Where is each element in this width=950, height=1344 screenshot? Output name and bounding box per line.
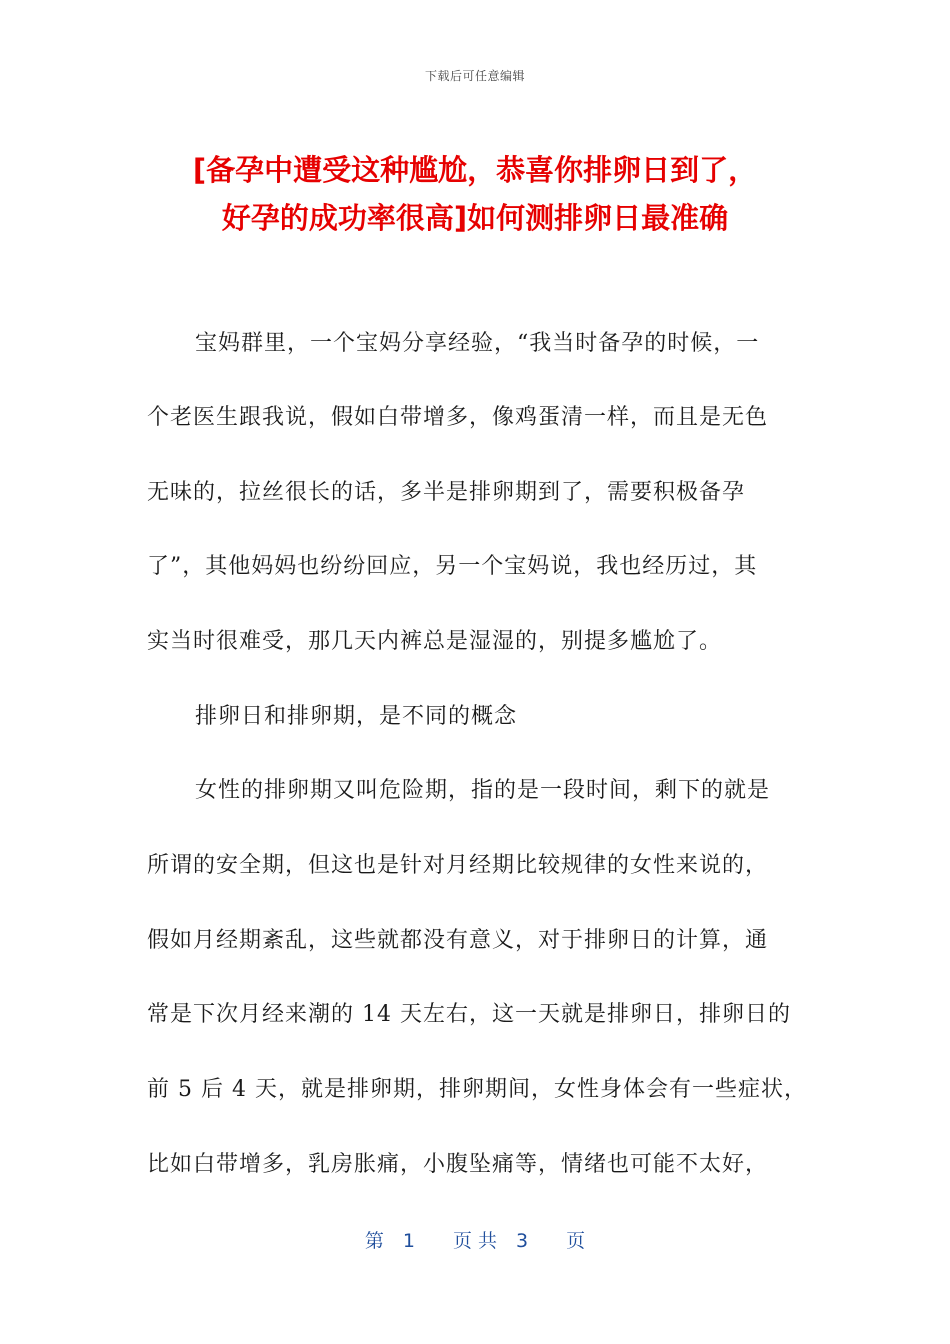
title-line-1: [备孕中遭受这种尴尬，恭喜你排卵日到了， <box>192 153 758 187</box>
title-line-2: 好孕的成功率很高]如何测排卵日最准确 <box>221 201 729 235</box>
body-line-12: 比如白带增多，乳房胀痛，小腹坠痛等，情绪也可能不太好， <box>147 1152 769 1177</box>
section-heading: 排卵日和排卵期，是不同的概念 <box>195 704 518 729</box>
page-number: 第 1 页 共 3 页 <box>364 1230 586 1252</box>
body-line-3: 无味的，拉丝很长的话，多半是排卵期到了，需要积极备孕 <box>147 480 746 505</box>
body-line-2: 个老医生跟我说，假如白带增多，像鸡蛋清一样，而且是无色 <box>147 405 769 430</box>
body-line-9: 假如月经期紊乱，这些就都没有意义，对于排卵日的计算，通 <box>147 928 769 953</box>
body-line-7: 女性的排卵期又叫危险期，指的是一段时间，剩下的就是 <box>195 778 771 803</box>
page-footer <box>0 1226 950 1253</box>
body-line-5: 实当时很难受，那几天内裤总是湿湿的，别提多尴尬了。 <box>147 629 723 654</box>
body-line-4: 了”，其他妈妈也纷纷回应，另一个宝妈说，我也经历过，其 <box>147 554 758 579</box>
document-title <box>100 146 850 242</box>
header-note: 下载后可任意编辑 <box>424 69 525 83</box>
body-line-10: 常是下次月经来潮的 14 天左右，这一天就是排卵日，排卵日的 <box>147 1002 791 1027</box>
body-line-11: 前 5 后 4 天，就是排卵期，排卵期间，女性身体会有一些症状， <box>147 1077 807 1102</box>
body-line-1: 宝妈群里，一个宝妈分享经验，“我当时备孕的时候，一 <box>195 331 760 356</box>
body-line-8: 所谓的安全期，但这也是针对月经期比较规律的女性来说的， <box>147 853 769 878</box>
